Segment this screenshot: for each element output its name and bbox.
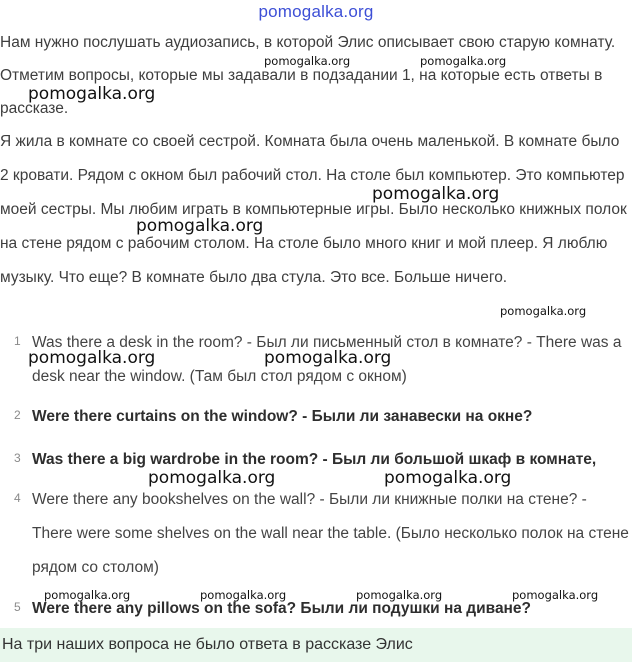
watermark: pomogalka.org	[136, 216, 264, 236]
watermark: pomogalka.org	[200, 588, 287, 602]
watermark: pomogalka.org	[264, 348, 392, 368]
watermark: pomogalka.org	[420, 54, 507, 68]
question-number: 3	[14, 451, 21, 465]
watermark: pomogalka.org	[500, 304, 587, 318]
question-text: Were there curtains on the window? - Были ли занавески на окне?	[32, 408, 533, 425]
watermark: pomogalka.org	[28, 84, 156, 104]
question-number: 4	[14, 491, 21, 505]
watermark: pomogalka.org	[372, 184, 500, 204]
watermark: pomogalka.org	[356, 588, 443, 602]
question-number: 2	[14, 408, 21, 422]
question-text: Was there a big wardrobe in the room? - Был ли большой шкаф в комнате,	[32, 451, 597, 468]
watermark: pomogalka.org	[148, 468, 276, 488]
question-text: Were there any bookshelves on the wall? - Были ли книжные полки на стене? - There were some shelves on the wall near the table. (Было несколько полок на стене рядом со столом)	[32, 491, 629, 576]
watermark: pomogalka.org	[264, 54, 351, 68]
question-text: Were there any pillows on the sofa? Были ли подушки на диване?	[32, 600, 532, 617]
question-number: 5	[14, 600, 21, 614]
footer-note: На три наших вопроса не было ответа в рассказе Элис	[0, 628, 632, 662]
watermark: pomogalka.org	[384, 468, 512, 488]
watermark: pomogalka.org	[44, 588, 131, 602]
question-number: 1	[14, 334, 21, 348]
story-paragraph: Я жила в комнате со своей сестрой. Комната была очень маленькой. В комнате было 2 кровати. Рядом с окном был рабочий стол. На столе был компьютер. Это компьютер моей сестры. Мы любим играть в компьютерные игры. Было несколько книжных полок на стене рядом с рабочим столом. На столе было много книг и мой плеер. Я люблю музыку. Что еще? В комнате было два стула. Это все. Больше ничего.	[0, 133, 627, 286]
watermark: pomogalka.org	[28, 348, 156, 368]
watermark: pomogalka.org	[512, 588, 599, 602]
question-text: Was there a desk in the room? - Был ли письменный стол в комнате? - There was a desk near the window. (Там был стол рядом с окном)	[32, 334, 622, 385]
site-logo: pomogalka.org	[258, 2, 374, 21]
intro-paragraph: Нам нужно послушать аудиозапись, в которой Элис описывает свою старую комнату. Отметим вопросы, которые мы задавали в подзадании 1, на которые есть ответы в рассказе.	[0, 34, 616, 117]
